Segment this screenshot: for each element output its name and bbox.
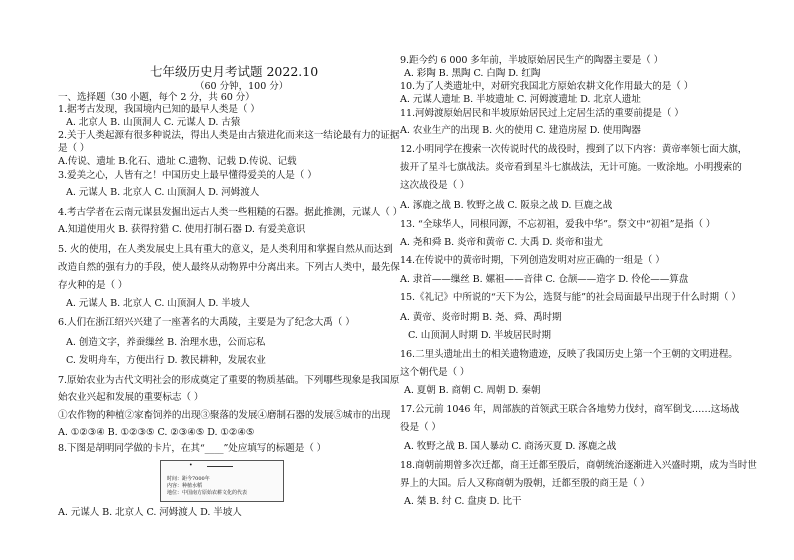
question-line: 13. “全球华人，同根同源，不忘初祖，爱我中华”。祭文中“初祖”是指（ ） <box>400 219 716 230</box>
card-line: 地位：中国南方原始农耕文化的代表 <box>167 490 248 496</box>
question-line: A. 牧野之战 B. 国人暴动 C. 商汤灭夏 D. 涿鹿之战 <box>404 441 617 452</box>
question-line: A. 尧和舜 B. 炎帝和黄帝 C. 大禹 D. 炎帝和蚩尤 <box>400 237 603 248</box>
card-dot: • <box>189 462 193 469</box>
card-title-blank <box>207 466 233 467</box>
question-line: 改造自然的强有力的手段，使人最终从动物界中分离出来。下列古人类中，最先保 <box>58 262 400 273</box>
question-line: C. 发明舟车，方便出行 D. 教民耕种，发展农业 <box>66 355 266 366</box>
question-line: 5. 火的使用，在人类发展史上具有重大的意义，是人类利用和掌握自然从而达到 <box>58 244 393 255</box>
question-line: A. 隶首——缫丝 B. 嫘祖——音律 C. 仓颉——造字 D. 伶伦——算盘 <box>400 274 689 285</box>
card-line: 内容：种植水稻 <box>167 483 203 489</box>
question-line: A. 涿鹿之战 B. 牧野之战 C. 阪泉之战 D. 巨鹿之战 <box>400 200 613 211</box>
question-line: 1.据考古发现，我国境内已知的最早人类是（ ） <box>58 104 260 115</box>
question-line: 9.距今约 6 000 多年前，半坡原始居民生产的陶器主要是（ ） <box>400 55 664 66</box>
knowledge-card <box>160 460 284 502</box>
question-line: A. 元谋人 B. 北京人 C. 山顶洞人 D. 半坡人 <box>66 298 250 309</box>
question-line: A. 农业生产的出现 B. 火的使用 C. 建造房屋 D. 使用陶器 <box>400 125 641 136</box>
question-line: A. ①②③④ B. ①②③⑤ C. ②③④⑤ D. ①②④⑤ <box>58 427 255 438</box>
question-line: 17.公元前 1046 年，周部族的首领武王联合各地势力伐纣，商军倒戈……这场战 <box>400 404 740 415</box>
question-line: 拔开了星斗七旗战法。炎帝看到星斗七旗战法，无计可施。一败涂地。小明搜索的 <box>400 162 742 173</box>
exam-subtitle: （60 分钟，100 分） <box>195 81 289 92</box>
question-line: A. 黄帝、炎帝时期 B. 尧、舜、禹时期 <box>400 312 562 323</box>
question-line: 10.为了人类遗址中，对研究我国北方原始农耕文化作用最大的是（ ） <box>400 81 694 92</box>
question-line: A. 元谋人遗址 B. 半坡遗址 C. 河姆渡遗址 D. 北京人遗址 <box>400 94 641 105</box>
question-line: A. 元谋人 B. 北京人 C. 山顶洞人 D. 河姆渡人 <box>66 187 260 198</box>
question-line: A. 创造文字，养蚕缫丝 B. 治理水患，公而忘私 <box>66 337 266 348</box>
question-line: 是（ ） <box>58 143 90 154</box>
question-line: 这个朝代是（ ） <box>400 367 470 378</box>
card-line: 时间：距今7000年 <box>167 476 210 482</box>
question-line: 15.《礼记》中所说的“天下为公，选贤与能”的社会局面最早出现于什么时期（ ） <box>400 292 741 303</box>
question-line: 3.爱美之心，人皆有之！中国历史上最早懂得爱美的人是（ ） <box>58 170 317 181</box>
question-line: 7.原始农业为古代文明社会的形成奠定了重要的物质基础。下列哪些现象是我国原 <box>58 375 400 386</box>
question-line: 一、选择题（30 小题，每个 2 分，共 60 分） <box>58 92 255 103</box>
question-line: 始农业兴起和发展的重要标志（ ） <box>58 392 204 403</box>
question-line: 6.人们在浙江绍兴兴建了一座著名的大禹陵，主要是为了纪念大禹（ ） <box>58 317 355 328</box>
question-line: A. 夏朝 B. 商朝 C. 周朝 D. 秦朝 <box>404 385 541 396</box>
question-line: 2.关于人类起源有很多种说法，得出人类是由古猿进化而来这一结论最有力的证据 <box>58 130 400 141</box>
question-line: 役是（ ） <box>400 422 441 433</box>
question-line: A.知道使用火 B. 获得狩猎 C. 使用打制石器 D. 有爱美意识 <box>58 224 306 235</box>
question-line: A. 北京人 B. 山顶洞人 C. 元谋人 D. 古猿 <box>66 117 241 128</box>
question-line: 存火种的是（ ） <box>58 280 128 291</box>
question-line: 16.二里头遗址出土的相关遗物遗迹，反映了我国历史上第一个王朝的文明进程。 <box>400 349 738 360</box>
question-line: 11.河姆渡原始居民和半坡原始居民过上定居生活的重要前提是（ ） <box>400 108 684 119</box>
question-line: A.传说、遗址 B.化石、遗址 C.遗物、记载 D.传说、记载 <box>58 156 297 167</box>
question-line: 14.在传说中的黄帝时期，下列创造发明对应正确的一组是（ ） <box>400 255 665 266</box>
question-line: C. 山顶洞人时期 D. 半坡居民时期 <box>408 330 551 341</box>
exam-title: 七年级历史月考试题 2022.10 <box>150 64 319 79</box>
question-line: A. 元谋人 B. 北京人 C. 河姆渡人 D. 半坡人 <box>58 507 242 518</box>
question-line: 8.下图是胡明同学做的卡片，在其“____”处应填写的标题是（ ） <box>58 443 327 454</box>
question-line: 界上的大国。后人又称商朝为殷朝，迁都至殷的商王是（ ） <box>400 478 650 489</box>
question-line: ①农作物的种植②家畜饲养的出现③聚落的发展④磨制石器的发展⑤城市的出现 <box>58 410 391 421</box>
question-line: 4.考古学者在云南元谋县发掘出远古人类一些粗糙的石器。据此推测，元谋人（ ） <box>58 207 403 218</box>
question-line: 12.小明同学在搜索一次传说时代的战役时，搜到了以下内容：黄帝率领七面大旗， <box>400 144 748 155</box>
question-line: 18.商朝前期曾多次迁都，商王迁都至殷后，商朝统治逐渐进入兴盛时期，成为当时世 <box>400 460 757 471</box>
question-line: A. 桀 B. 纣 C. 盘庚 D. 比干 <box>404 496 522 507</box>
question-line: A. 彩陶 B. 黑陶 C. 白陶 D. 红陶 <box>404 68 541 79</box>
question-line: 这次战役是（ ） <box>400 180 470 191</box>
